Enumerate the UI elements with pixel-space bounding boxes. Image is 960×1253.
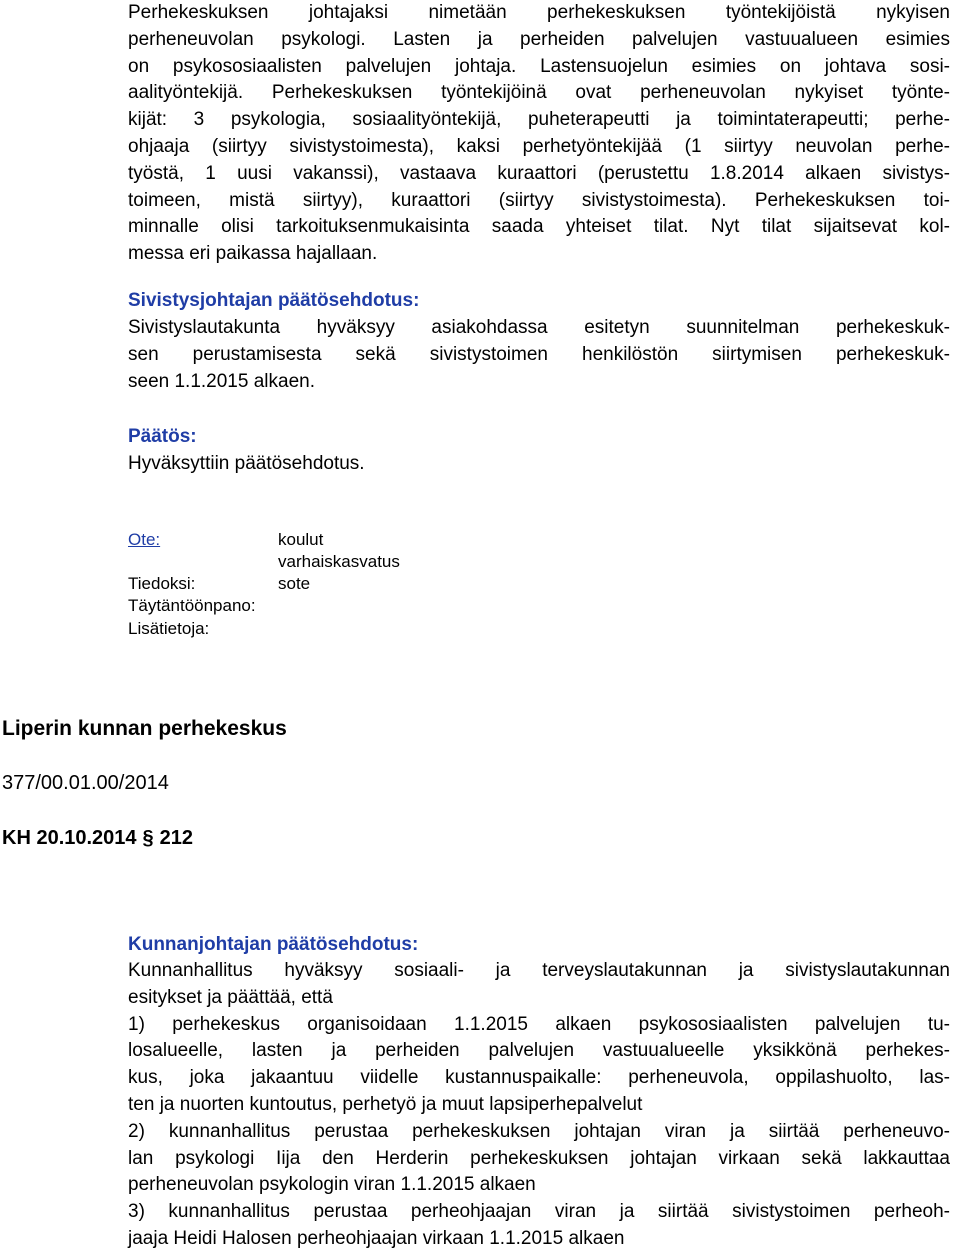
text-line: perheneuvolan psykologin viran 1.1.2015 alkaen bbox=[128, 1174, 536, 1196]
text-line: 1) perhekeskus organisoidaan 1.1.2015 alkaen psykososiaalisten palvelujen tu- bbox=[128, 1013, 950, 1035]
text-line: 3) kunnanhallitus perustaa perheohjaajan viran ja siirtää sivistystoimen perheoh- bbox=[128, 1201, 950, 1223]
text-line: sen perustamisesta sekä sivistystoimen henkilöstön siirtymisen perhekeskuk- bbox=[128, 343, 950, 365]
section-title: Liperin kunnan perhekeskus bbox=[2, 717, 287, 740]
meeting-date: KH 20.10.2014 bbox=[2, 827, 137, 849]
text-line: messa eri paikassa hajallaan. bbox=[128, 243, 378, 265]
text-line: lan psykologi Iija den Herderin perhekeskuksen johtajan virkaan sekä lakkauttaa bbox=[128, 1147, 950, 1169]
text-line: toimeen, mistä siirtyy), kuraattori (siirtyy sivistystoimesta). Perhekeskuksen toi- bbox=[128, 189, 950, 211]
taytantoonpano-label: Täytäntöönpano: bbox=[128, 596, 256, 615]
text-line: aalityöntekijä. Perhekeskuksen työntekijöinä ovat perheneuvolan nykyiset työnte- bbox=[128, 82, 950, 104]
ote-value-varhaiskasvatus: varhaiskasvatus bbox=[278, 552, 400, 571]
text-line: ten ja nuorten kuntoutus, perhetyö ja muut lapsiperhepalvelut bbox=[128, 1093, 643, 1115]
text-line: kus, joka jakaantuu viidelle kustannuspaikalle: perheneuvola, oppilashuolto, las- bbox=[128, 1067, 950, 1089]
lisatietoja-label: Lisätietoja: bbox=[128, 619, 210, 638]
text-line: ohjaaja (siirtyy sivistystoimesta), kaksi perhetyöntekijää (1 siirtyy neuvolan perhe- bbox=[128, 135, 950, 157]
proposal-heading-municipal-manager: Kunnanjohtajan päätösehdotus: bbox=[128, 934, 419, 955]
proposal-text-education-director bbox=[128, 315, 950, 395]
text-line: minnalle olisi tarkoituksenmukaisinta saada yhteiset tilat. Nyt tilat sijaitsevat kol- bbox=[128, 216, 950, 238]
text-line: Perhekeskuksen johtajaksi nimetään perhekeskuksen työntekijöistä nykyisen bbox=[128, 2, 950, 23]
text-line: on psykososiaalisten palvelujen johtaja. Lastensuojelun esimies on johtava sosi- bbox=[128, 55, 950, 77]
reference-number: 377/00.01.00/2014 bbox=[2, 772, 169, 794]
text-line: Kunnanhallitus hyväksyy sosiaali- ja terveyslautakunnan ja sivistyslautakunnan bbox=[128, 960, 950, 981]
text-line: työstä, 1 uusi vakanssi), vastaava kuraattori (perustettu 1.8.2014 alkaen sivistys- bbox=[128, 162, 950, 184]
text-line: kijät: 3 psykologia, sosiaalityöntekijä, puheterapeutti ja toimintaterapeutti; perhe- bbox=[128, 109, 950, 131]
decision-heading: Päätös: bbox=[128, 426, 197, 447]
proposal-text-municipal-manager bbox=[128, 958, 950, 1253]
tiedoksi-label: Tiedoksi: bbox=[128, 574, 196, 593]
section-symbol-link[interactable]: § bbox=[142, 827, 154, 849]
meeting-section-line bbox=[2, 824, 193, 852]
text-line: perheneuvolan psykologi. Lasten ja perheiden palvelujen vastuualueen esimies bbox=[128, 28, 950, 50]
decision-text: Hyväksyttiin päätösehdotus. bbox=[128, 453, 365, 474]
section-number: 212 bbox=[159, 827, 194, 849]
text-line: losalueelle, lasten ja perheiden palvelujen vastuualueelle yksikkönä perhekes- bbox=[128, 1040, 950, 1062]
text-line: Sivistyslautakunta hyväksyy asiakohdassa esitetyn suunnitelman perhekeskuk- bbox=[128, 317, 950, 338]
text-line: seen 1.1.2015 alkaen. bbox=[128, 370, 315, 392]
ote-value-sote: sote bbox=[278, 574, 311, 593]
ote-label-link[interactable]: Ote: bbox=[128, 530, 161, 549]
ote-value-koulut: koulut bbox=[278, 530, 324, 549]
text-line: esitykset ja päättää, että bbox=[128, 986, 333, 1008]
text-line: 2) kunnanhallitus perustaa perhekeskuksen johtajan viran ja siirtää perheneuvo- bbox=[128, 1120, 950, 1142]
intro-paragraph bbox=[128, 0, 950, 268]
proposal-heading-education-director: Sivistysjohtajan päätösehdotus: bbox=[128, 290, 420, 311]
text-line: jaaja Heidi Halosen perheohjaajan virkaan 1.1.2015 alkaen bbox=[128, 1227, 625, 1249]
